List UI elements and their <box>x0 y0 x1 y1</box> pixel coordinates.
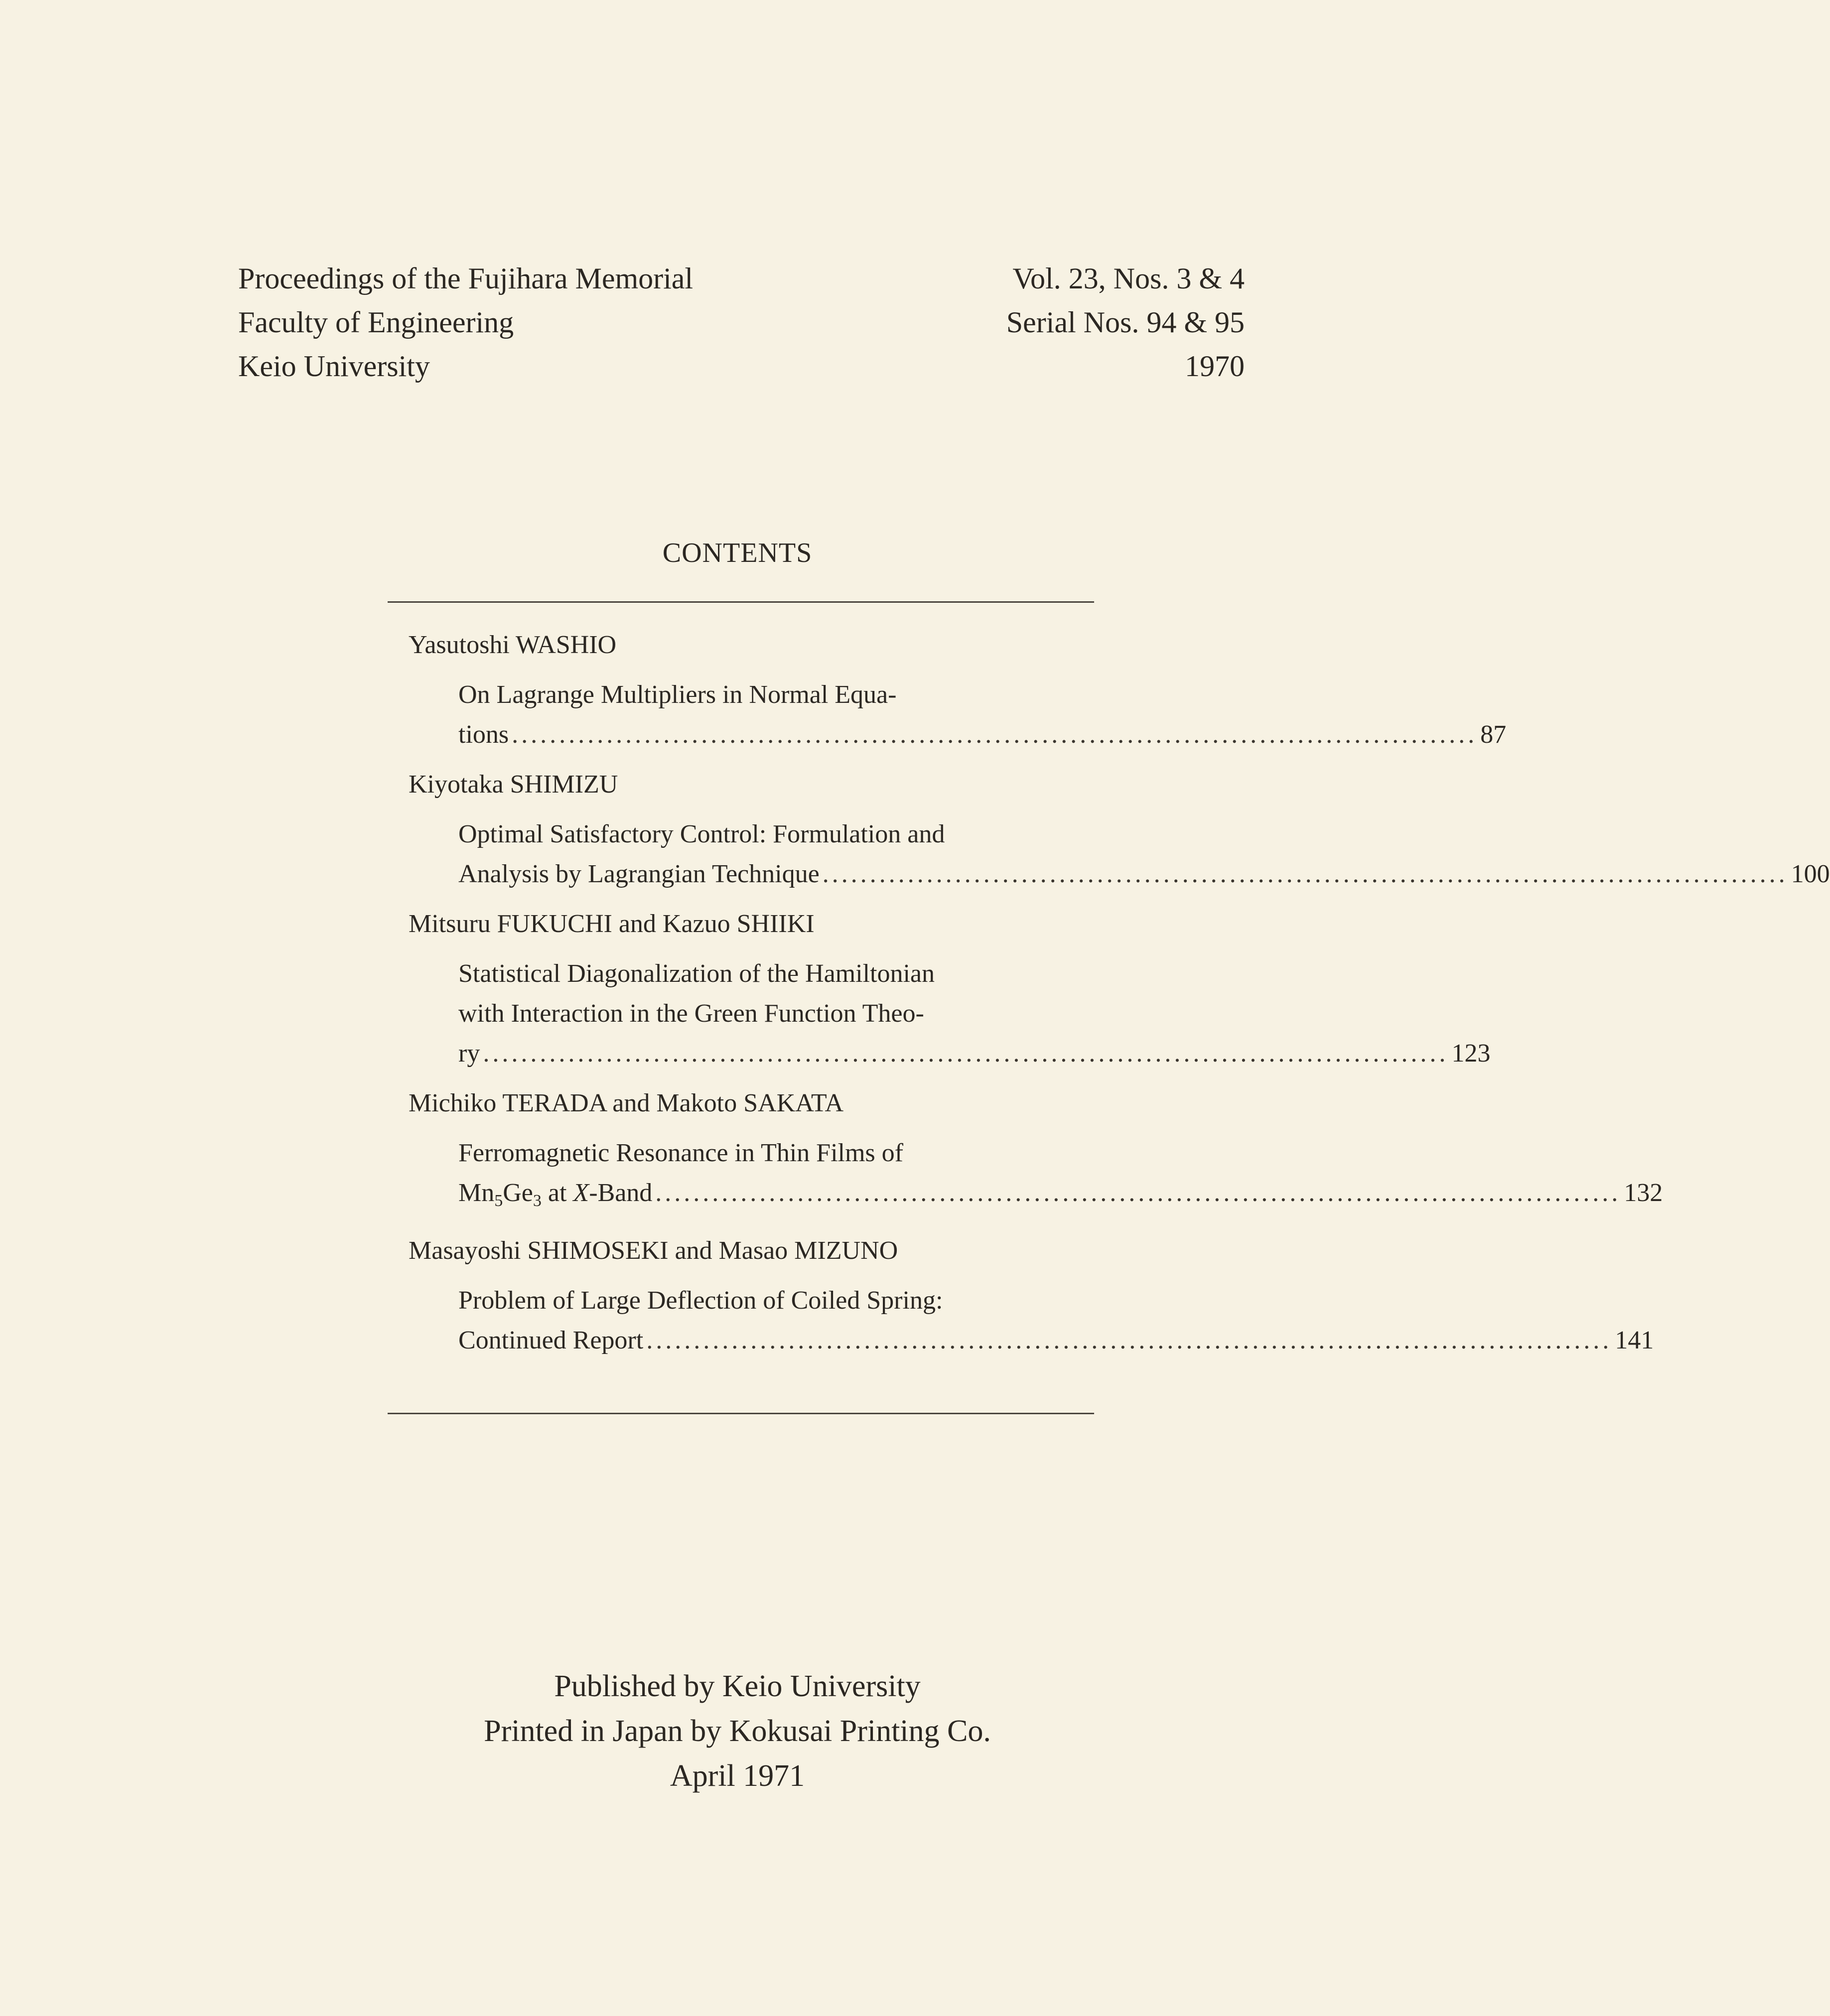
toc-title <box>458 675 1507 755</box>
publisher-line: Published by Keio University <box>554 1669 921 1703</box>
toc-author: Masayoshi SHIMOSEKI and Masao MIZUNO <box>409 1236 898 1265</box>
toc-title-line: Statistical Diagonalization of the Hamiltonian <box>458 959 935 988</box>
printer-line: Printed in Japan by Kokusai Printing Co. <box>484 1714 991 1748</box>
toc-title-last-line <box>458 715 1507 755</box>
toc-author: Kiyotaka SHIMIZU <box>409 770 618 799</box>
toc-entry <box>409 625 1507 755</box>
journal-title-line-3: Keio University <box>238 350 430 383</box>
toc-title <box>458 1281 1654 1360</box>
toc-page-number: 87 <box>1480 720 1507 749</box>
toc-title-last-line <box>458 1173 1663 1221</box>
serial-number: Serial Nos. 94 & 95 <box>1006 306 1245 339</box>
toc-author: Mitsuru FUKUCHI and Kazuo SHIIKI <box>409 910 815 938</box>
contents-heading: CONTENTS <box>662 538 813 568</box>
table-of-contents <box>409 625 1830 1370</box>
toc-page-number: 100 <box>1791 860 1830 888</box>
toc-title-line: with Interaction in the Green Function Theo- <box>458 999 924 1028</box>
publisher-info <box>0 1664 1475 1798</box>
formula-subscript: 5 <box>494 1192 503 1210</box>
toc-title-end: Analysis by Lagrangian Technique <box>458 860 820 888</box>
toc-title <box>458 814 1830 894</box>
journal-title-line-1: Proceedings of the Fujihara Memorial <box>238 262 694 295</box>
toc-entry <box>409 1083 1663 1221</box>
toc-author: Yasutoshi WASHIO <box>409 631 617 659</box>
toc-title-last-line <box>458 1321 1654 1360</box>
formula-element: Ge <box>503 1179 533 1207</box>
title-text: at <box>541 1179 573 1207</box>
toc-title-last-line <box>458 854 1830 894</box>
dot-leader: ...................................................................................................... <box>646 1326 1612 1354</box>
toc-entry <box>409 1231 1654 1360</box>
formula-subscript: 3 <box>533 1192 542 1210</box>
toc-entry <box>409 765 1830 894</box>
toc-title-line: Problem of Large Deflection of Coiled Spring: <box>458 1286 943 1315</box>
journal-header <box>238 257 693 388</box>
toc-title <box>458 954 1491 1074</box>
issue-info <box>1006 257 1245 388</box>
toc-page-number: 141 <box>1615 1326 1654 1354</box>
toc-page-number: 123 <box>1451 1039 1491 1068</box>
toc-title-end: Continued Report <box>458 1326 644 1354</box>
dot-leader: ...................................................................................................... <box>655 1179 1621 1207</box>
toc-title-line: Ferromagnetic Resonance in Thin Films of <box>458 1139 903 1167</box>
volume-number: Vol. 23, Nos. 3 & 4 <box>1012 262 1245 295</box>
toc-title-line: Optimal Satisfactory Control: Formulation and <box>458 820 945 848</box>
toc-author: Michiko TERADA and Makoto SAKATA <box>409 1089 844 1117</box>
toc-title-last-line <box>458 1034 1491 1074</box>
journal-title-line-2: Faculty of Engineering <box>238 306 514 339</box>
dot-leader: ...................................................................................................... <box>512 720 1478 749</box>
dot-leader: ...................................................................................................... <box>483 1039 1449 1068</box>
toc-title-end: tions <box>458 720 509 749</box>
toc-title-line: On Lagrange Multipliers in Normal Equa- <box>458 680 897 709</box>
formula-element: Mn <box>458 1179 495 1207</box>
top-divider <box>388 601 1094 603</box>
toc-page-number: 132 <box>1624 1179 1663 1207</box>
toc-title <box>458 1133 1663 1221</box>
toc-title-end <box>458 1173 652 1221</box>
title-italic: X <box>573 1179 589 1207</box>
toc-entry <box>409 904 1491 1074</box>
dot-leader: ...................................................................................................... <box>822 860 1788 888</box>
publication-date: April 1971 <box>670 1759 805 1793</box>
toc-title-end: ry <box>458 1039 480 1068</box>
bottom-divider <box>388 1413 1094 1414</box>
title-text: -Band <box>589 1179 653 1207</box>
issue-year: 1970 <box>1185 350 1245 383</box>
